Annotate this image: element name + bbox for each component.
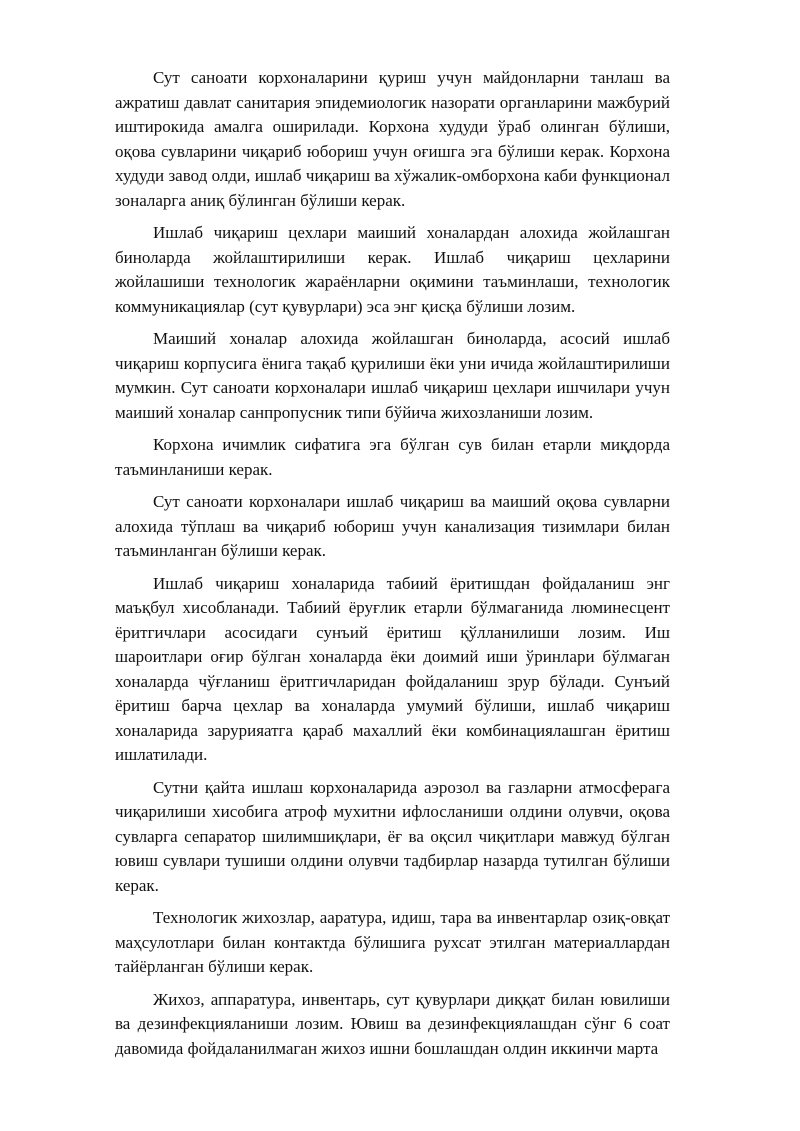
paragraph-equipment-materials: Технологик жихозлар, ааратура, идиш, тара ва инвентарлар озиқ-овқат маҳсулотлари билан контактда бўлишига рухсат этилган материаллардан тайёрланган бўлиши керак. [115,908,670,976]
document-page [115,66,670,1069]
paragraph-sewage-systems: Сут саноати корхоналари ишлаб чиқариш ва маиший оқова сувларни алохида тўплаш ва чиқариб юбориш учун канализация тизимлари билан таъминланган бўлиши керак. [115,492,670,560]
paragraph-pollution-prevention: Сутни қайта ишлаш корхоналарида аэрозол ва газларни атмосферага чиқарилиши хисобига атроф мухитни ифлосланиши олдини олувчи, оқова сувларга сепаратор шилимшиқлари, ёғ ва оқсил чиқитлари мавжуд бўлган ювиш сувлари тушиши олдини олувчи тадбирлар назарда тутилган бўлиши керак. [115,777,670,895]
paragraph-household-rooms: Маиший хоналар алохида жойлашган биноларда, асосий ишлаб чиқариш корпусига ёнига тақаб қурилиши ёки уни ичида жойлаштирилиши мумкин. Сут саноати корхоналари ишлаб чиқариш цехлари ишчилари учун маиший хоналар санпропусник типи бўйича жихозланиши лозим. [115,329,670,422]
paragraph-site-selection: Сут саноати корхоналарини қуриш учун майдонларни танлаш ва ажратиш давлат санитария эпидемиологик назорати органларини мажбурий иштирокида амалга оширилади. Корхона худуди ўраб олинган бўлиши, оқова сувларини чиқариб юбориш учун оғишга эга бўлиши керак. Корхона худуди завод олди, ишлаб чиқариш ва хўжалик-омборхона каби функционал зоналарга аниқ бўлинган бўлиши керак. [115,68,670,210]
paragraph-water-supply: Корхона ичимлик сифатига эга бўлган сув билан етарли миқдорда таъминланиши керак. [115,435,670,479]
paragraph-lighting: Ишлаб чиқариш хоналарида табиий ёритишдан фойдаланиш энг маъқбул хисобланади. Табиий ёруғлик етарли бўлмаганида люминесцент ёритгичлари асосидаги сунъий ёритиш қўлланилиши лозим. Иш шароитлари оғир бўлган хоналарда ёки доимий иши ўринлари бўлмаган хоналарда чўғланиш ёритгичларидан фойдаланиш зрур бўлади. Сунъий ёритиш барча цехлар ва хоналарда умумий бўлиши, ишлаб чиқариш хоналарида зарурияатга қараб махаллий ёки комбинациялашган ёритиш ишлатилади. [115,573,670,764]
paragraph-production-shops: Ишлаб чиқариш цехлари маиший хоналардан алохида жойлашган биноларда жойлаштирилиши керак. Ишлаб чиқариш цехларини жойлашиши технологик жараёнларни оқимини таъминлаши, технологик коммуникациялар (сут қувурлари) эса энг қисқа бўлиши лозим. [115,223,670,316]
paragraph-equipment-washing: Жихоз, аппаратура, инвентарь, сут қувурлари диққат билан ювилиши ва дезинфекцияланиши лозим. Ювиш ва дезинфекциялашдан сўнг 6 соат давомида фойдаланилмаган жихоз ишни бошлашдан олдин иккинчи марта [115,989,670,1058]
